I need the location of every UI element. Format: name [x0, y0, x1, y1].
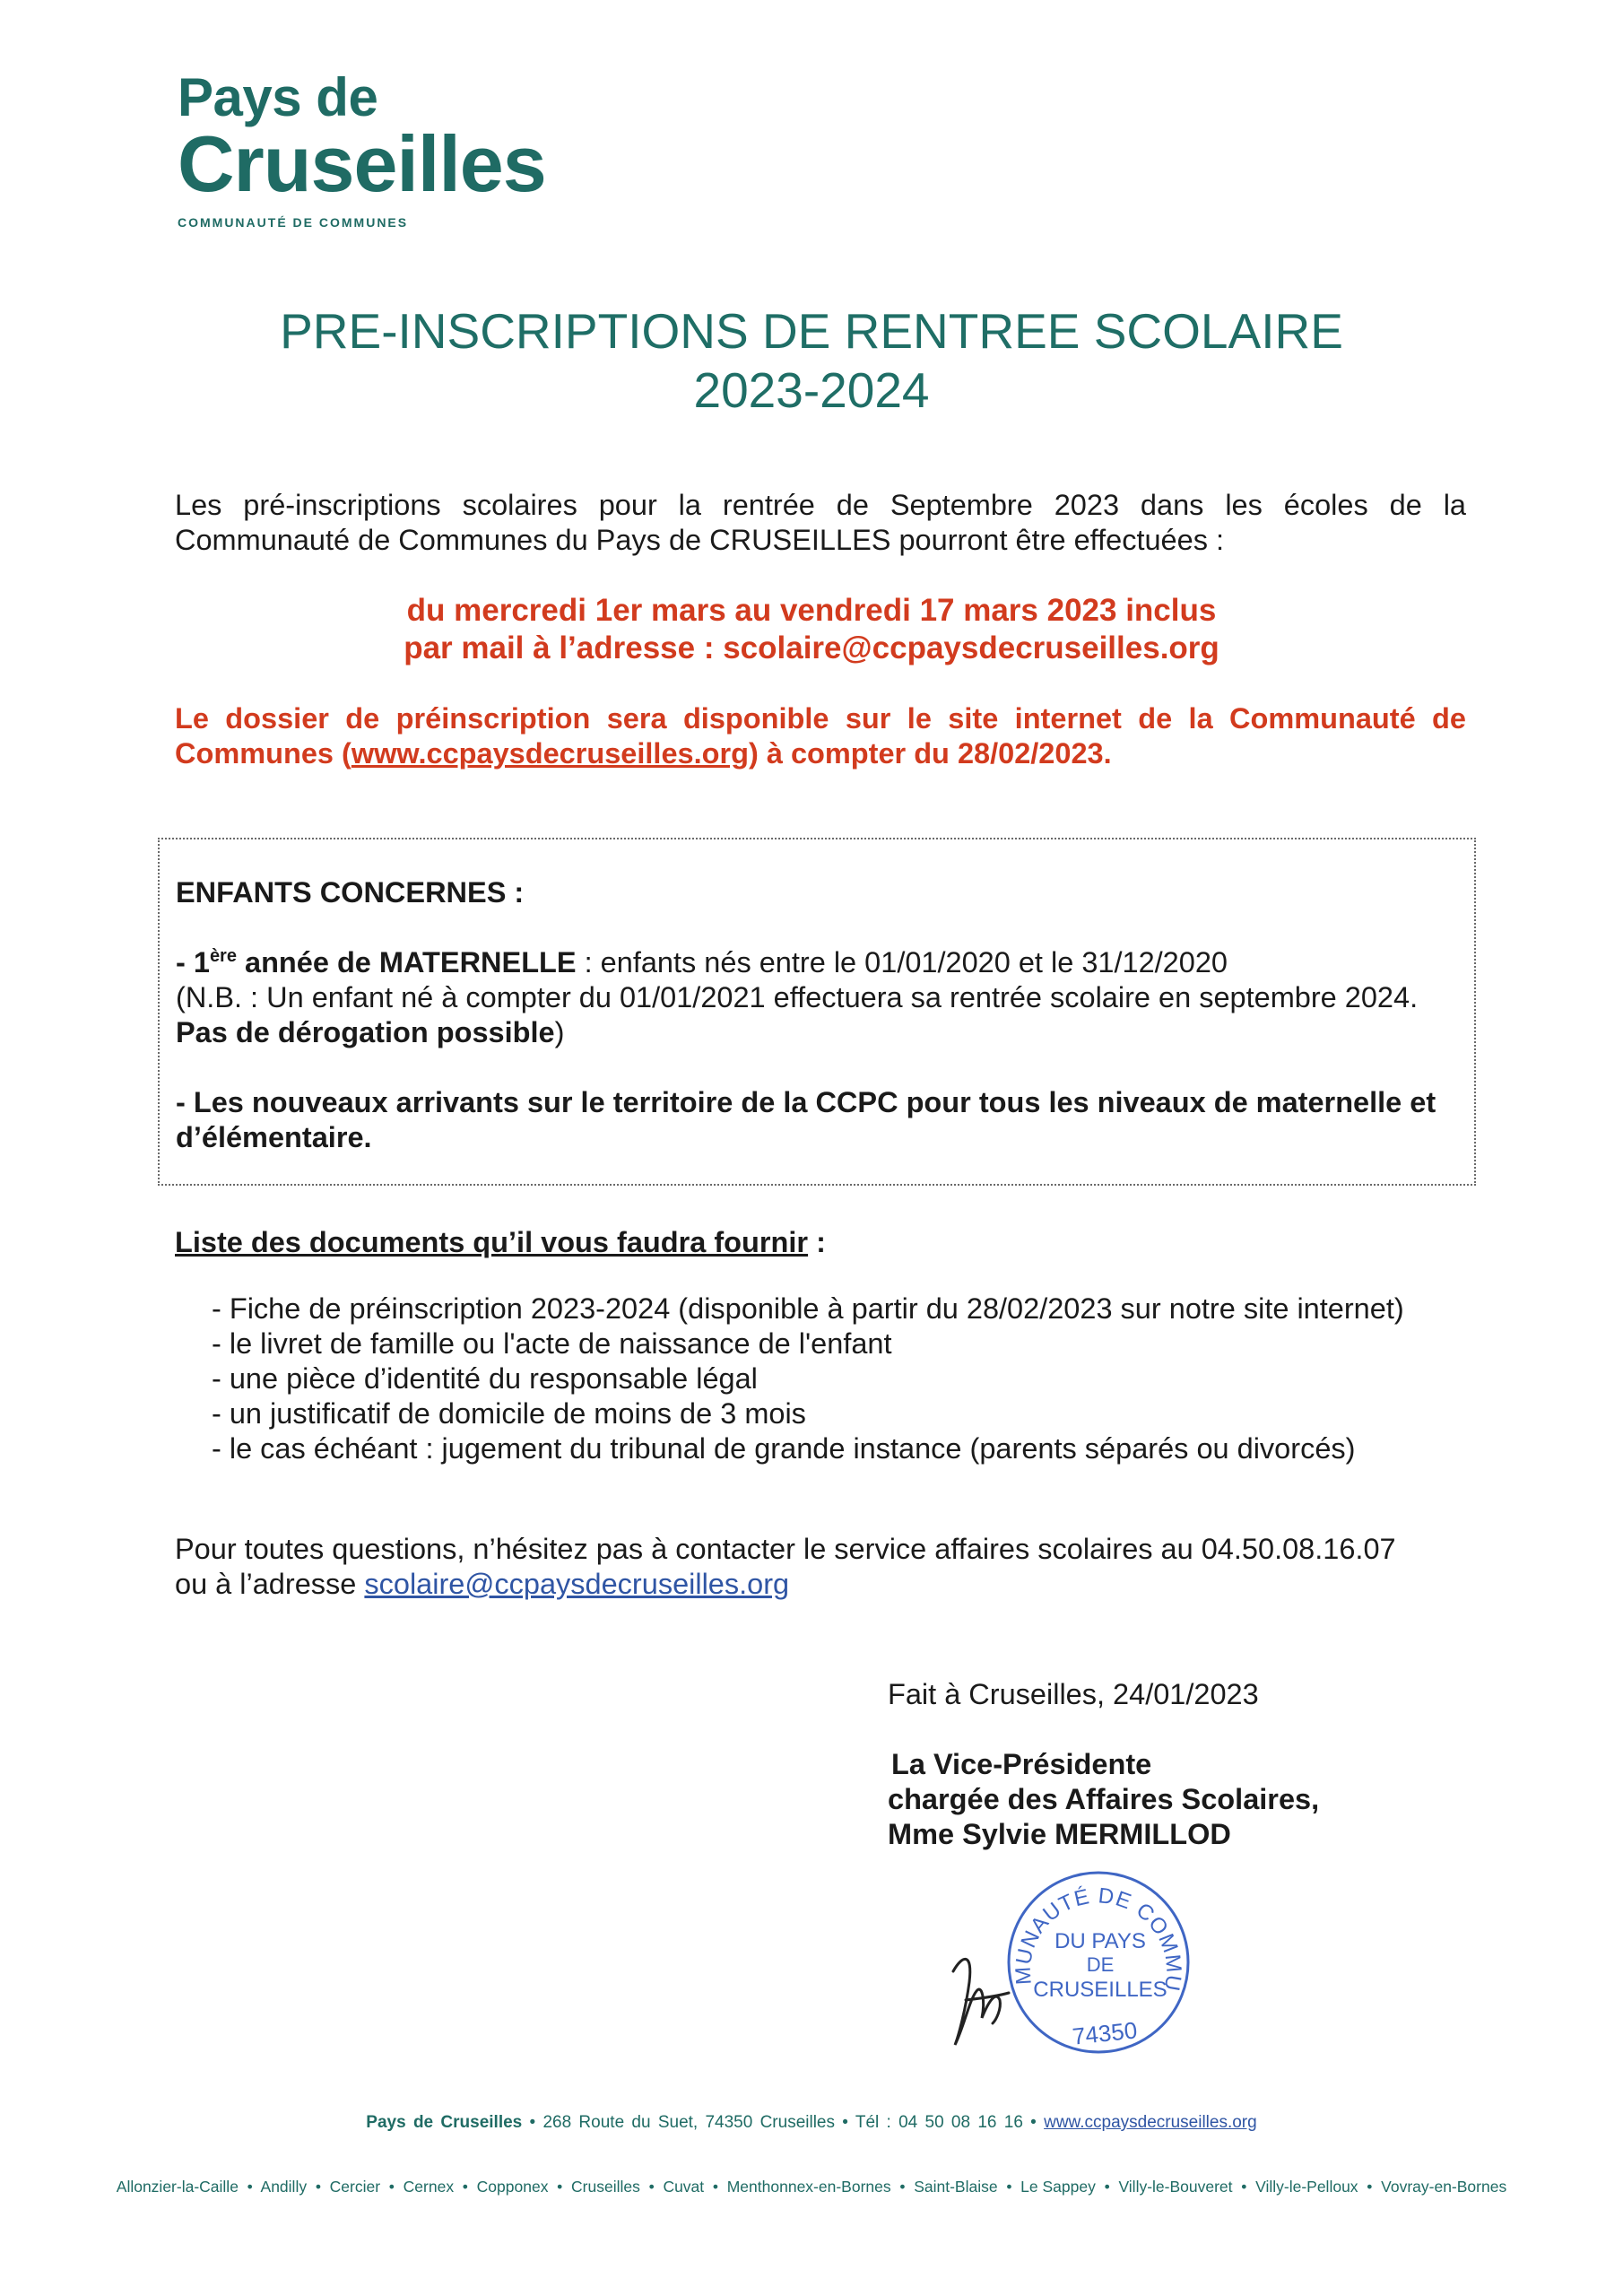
separator: •	[238, 2178, 261, 2196]
commune-name: Villy-le-Bouveret	[1118, 2178, 1233, 2196]
nb-close: )	[554, 1016, 565, 1048]
separator: •	[997, 2178, 1021, 2196]
dossier-paragraph	[175, 701, 1466, 771]
nb-line: (N.B. : Un enfant né à compter du 01/01/2021 effectuera sa rentrée scolaire en septembre 2024.	[176, 981, 1419, 1013]
separator: •	[704, 2178, 727, 2196]
separator: •	[454, 2178, 477, 2196]
logo	[178, 67, 546, 230]
separator: •	[380, 2178, 404, 2196]
list-item: - un justificatif de domicile de moins de 3 mois	[212, 1397, 806, 1430]
footer-address: Pays de Cruseilles • 268 Route du Suet, 74350 Cruseilles • Tél : 04 50 08 16 16 • www.ccpaysdecruseilles.org	[366, 2113, 1257, 2132]
list-item: - Fiche de préinscription 2023-2024 (disponible à partir du 28/02/2023 sur notre site internet)	[212, 1292, 1404, 1325]
commune-name: Cuvat	[663, 2178, 705, 2196]
commune-name: Le Sappey	[1020, 2178, 1096, 2196]
signature	[953, 1959, 1009, 2045]
signatory-line1: La Vice-Présidente	[891, 1748, 1152, 1780]
documents-heading-suffix: :	[808, 1226, 826, 1258]
place-date: Fait à Cruseilles, 24/01/2023	[888, 1678, 1259, 1710]
dossier-text-after: ) à compter du 28/02/2023.	[749, 737, 1112, 770]
commune-name: Cercier	[329, 2178, 381, 2196]
dates-block	[0, 592, 1623, 667]
box-item-maternelle	[176, 945, 1458, 980]
separator: •	[890, 2178, 915, 2196]
title-line1: PRE-INSCRIPTIONS DE RENTREE SCOLAIRE	[280, 303, 1343, 359]
commune-name: Vovray-en-Bornes	[1381, 2178, 1507, 2196]
dossier-website-link[interactable]: www.ccpaysdecruseilles.org	[351, 737, 749, 770]
documents-heading	[175, 1225, 826, 1260]
separator: •	[307, 2178, 330, 2196]
box-heading: ENFANTS CONCERNES :	[176, 876, 525, 909]
intro-paragraph: Les pré-inscriptions scolaires pour la rentrée de Septembre 2023 dans les écoles de la Communauté de Communes du Pays de CRUSEILLES pourront être effectuées :	[175, 489, 1466, 556]
logo-line1: Pays de	[178, 67, 378, 127]
stamp-center3: CRUSEILLES	[1033, 1978, 1167, 2002]
logo-line2: Cruseilles	[178, 119, 546, 208]
official-stamp	[946, 1866, 1197, 2067]
commune-name: Copponex	[476, 2178, 549, 2196]
footer-phone: Tél : 04 50 08 16 16	[855, 2113, 1023, 2132]
nb-line2	[176, 1015, 1458, 1050]
footer-address-text: 268 Route du Suet, 74350 Cruseilles	[542, 2113, 835, 2132]
enfants-concernes-box	[158, 838, 1476, 1186]
commune-name: Villy-le-Pelloux	[1255, 2178, 1358, 2196]
separator: •	[1232, 2178, 1256, 2196]
list-item: - une pièce d’identité du responsable légal	[212, 1362, 758, 1395]
page-title	[0, 301, 1623, 420]
signatory-line3: Mme Sylvie MERMILLOD	[888, 1818, 1231, 1850]
contact-line2	[175, 1567, 1520, 1602]
dossier-text-before: Le dossier de préinscription sera disponible sur le site internet de la Communauté de Communes (	[175, 702, 1466, 770]
separator: •	[548, 2178, 572, 2196]
footer-brand: Pays de Cruseilles	[366, 2113, 523, 2132]
signatory-block	[888, 1747, 1319, 1852]
commune-name: Andilly	[260, 2178, 308, 2196]
title-line2: 2023-2024	[693, 362, 930, 418]
contact-paragraph	[175, 1532, 1520, 1602]
contact-prefix: ou à l’adresse	[175, 1568, 365, 1600]
item1-bold: année de MATERNELLE	[236, 946, 577, 978]
contact-line1: Pour toutes questions, n’hésitez pas à contacter le service affaires scolaires au 04.50.08.16.07	[175, 1533, 1396, 1565]
stamp-svg	[946, 1866, 1197, 2063]
list-item: - le cas échéant : jugement du tribunal de grande instance (parents séparés ou divorcés)	[212, 1432, 1356, 1465]
footer-website-link[interactable]: www.ccpaysdecruseilles.org	[1044, 2113, 1257, 2132]
commune-name: Menthonnex-en-Bornes	[726, 2178, 891, 2196]
item1-rest: : enfants nés entre le 01/01/2020 et le 31/12/2020	[576, 946, 1228, 978]
commune-name: Saint-Blaise	[914, 2178, 998, 2196]
dates-line1: du mercredi 1er mars au vendredi 17 mars 2023 inclus	[406, 593, 1217, 628]
footer-communes	[0, 2178, 1623, 2196]
stamp-postal: 74350	[1071, 2016, 1139, 2050]
contact-email-link[interactable]: scolaire@ccpaysdecruseilles.org	[364, 1568, 790, 1600]
stamp-center1: DU PAYS	[1055, 1929, 1146, 1953]
dates-line2: par mail à l’adresse : scolaire@ccpaysdecruseilles.org	[404, 631, 1219, 665]
documents-heading-text: Liste des documents qu’il vous faudra fournir	[175, 1226, 809, 1258]
signatory-line2: chargée des Affaires Scolaires,	[888, 1783, 1320, 1815]
commune-name: Allonzier-la-Caille	[116, 2178, 239, 2196]
separator: •	[639, 2178, 664, 2196]
documents-list	[212, 1292, 1404, 1466]
box-item-nouveaux: - Les nouveaux arrivants sur le territoire de la CCPC pour tous les niveaux de maternelle et d’élémentaire.	[176, 1086, 1436, 1153]
separator: •	[1095, 2178, 1119, 2196]
commune-name: Cernex	[403, 2178, 455, 2196]
separator: •	[1358, 2178, 1382, 2196]
stamp-ring-text: MUNAUTÉ DE COMMU	[1011, 1883, 1186, 1994]
logo-subtitle: COMMUNAUTÉ DE COMMUNES	[178, 215, 409, 230]
list-item: - le livret de famille ou l'acte de naissance de l'enfant	[212, 1327, 892, 1360]
item1-dash: - 1	[176, 946, 210, 978]
stamp-center2: DE	[1086, 1953, 1115, 1976]
nb-bold: Pas de dérogation possible	[176, 1016, 555, 1048]
item1-sup: ère	[209, 946, 237, 967]
commune-name: Cruseilles	[571, 2178, 640, 2196]
